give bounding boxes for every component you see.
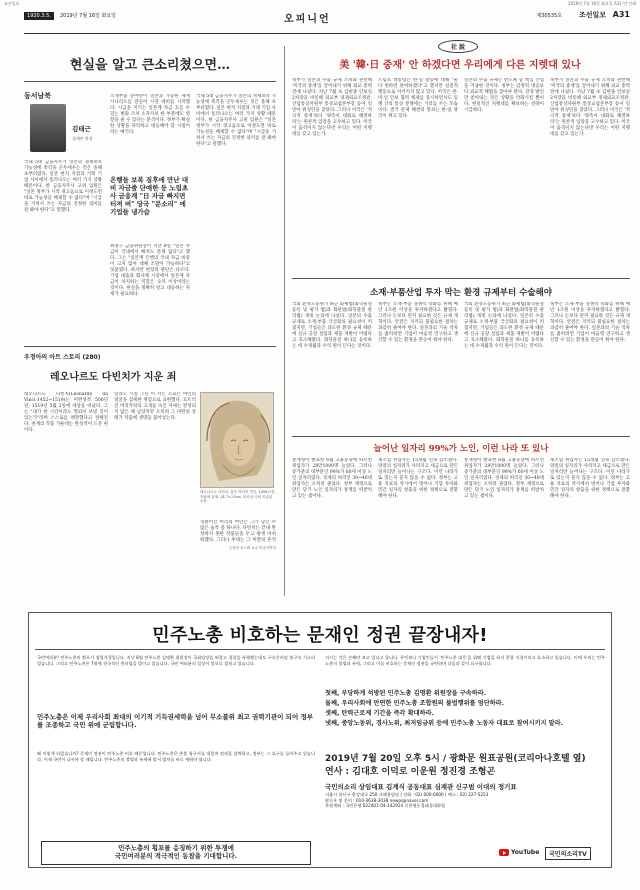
- top-meta-left: 조선일보: [4, 1, 20, 6]
- culture-section-name: 우정아의 아트 스토리: [24, 354, 81, 361]
- rally-date-place: 2019년 7월 20일 오후 5시 / 광화문 원표공원(코리아나호텔 옆): [325, 754, 586, 764]
- advertisement: [28, 612, 612, 868]
- editorial-title-3: 늘어난 일자리 99%가 노인, 이런 나라 또 있나: [373, 444, 549, 454]
- column-headline: 현실을 알고 큰소리쳤으면…: [69, 58, 231, 73]
- divider: [292, 436, 630, 437]
- painting-caption: 레오나르도 다빈치, 흩은 머리의 여인, 1498년경, 목판에 유채, 24.7×21cm, 파르마 국립 미술관 소장.: [200, 490, 276, 503]
- editorial-1-body-d: 정부가 일본과 수출 규제 조치와 관련해 '미국의 중재'를 끌어내기 위해 외교 총력전에 나섰다. 지난 7월 초 김현종 안보실 2차장을 비롯해 외교부 경제외교조정관, 산업통상자원부 통상교섭본부장 등이 잇달아 워싱턴을 찾았다. 그러나 미국은 '적극적 중재'보다 '양측이 대화로 해결하라'는 원론적 입장을 고수하고 있다. 미국이 움직이지 않는다면 우리는 어떤 지렛대를 갖고 있는가.: [550, 78, 630, 137]
- editorial-1-body-c: 일본의 수출 규제는 반도체 등 핵심 산업을 겨냥한 것이다. 정부는 감정적 대응보다 외교적 해법을 찾아야 한다. 강경 발언만 쏟아내는 것은 상황을 악화시킬 뿐이다. 현실적인 지렛대를 확보하는 전략이 시급하다.: [464, 78, 544, 113]
- divider: [292, 278, 630, 279]
- demand-item: 첫째, 부당하게 석방된 민주노총 김명환 위원장을 구속하라.: [325, 690, 487, 697]
- column-separator: [284, 46, 285, 596]
- column-body-1: 국내 5대 금융지주가 일본의 경제보복 가능성에 촉각을 곤두세우는 것은 올해 초부터였다. 일본 현지 지점과 거래 기업 사이에서 흘러나오는 여러 가지 상황 때문이다. 한 금융지주사 고위 임원은 "일본 정부가 시작 경고음으로 이정도면 바로 가능성을 배제할 수 없다"며 "시급을 거쳐서 쓰는 자금의 진정한 의미를 잘 봐야 한다"고 말했다.: [24, 160, 102, 213]
- culture-body-2: 밀라노 시절 그린 이 작은 소묘는 여인의 얼굴을 섬세한 명암으로 표현했다. 흐트러진 머리카락과 고개를 숙인 자세는 완성되지 않은 채 남았지만 오히려 그 미완의 상태가 작품에 생명을 불어넣는다.: [114, 392, 196, 421]
- founding-date-badge: 1920.3.5.: [24, 12, 54, 20]
- leonardo-drawing-image: [200, 392, 274, 488]
- newspaper-name: 조선일보: [578, 10, 606, 19]
- rally-speakers: 연사 : 김대호 이덕로 이운원 정진경 조형곤: [325, 767, 496, 777]
- ad-title: 민주노총 비호하는 문재인 정권 끝장내자!: [152, 625, 488, 646]
- support-line-1: 민주노총의 횡포를 응징하기 위한 투쟁에: [118, 844, 234, 852]
- ad-right-intro: 지키는 것은 손해만 보고 있다고 합니다. 무엇보다 기업인들이 '민주노총 대응'을 위해 기업을 하지 못할 지경이라고 호소하고 있습니다. 이에 우리는 민주노총의 불법과 폭력, 그리고 이를 비호하는 문재인 정권을 규탄하며 다음과 같이 요구합니다.: [325, 655, 605, 666]
- ad-left-body: 왜 이렇게 되었습니까? 문재인 정권이 민주노총 비호 때문입니다. 민주노총은 촛불 청구서를 내밀며 정권을 압박하고, 정부는 그 요구를 들어주고 있습니다. 이제 국민이 나서야 할 때입니다. 민주노총의 불법과 폭력에 맞서 법치를 바로 세워야 합니다.: [37, 751, 315, 762]
- ad-footer: [325, 783, 607, 809]
- painting-illustration: [201, 393, 274, 488]
- ad-left-intro: 국민여러분! 민주노총의 횡포가 점입가경입니다. 지난 8월 민주노총 김명환 위원장이 국회담장을 허물고 경찰을 폭행했는데도 구속은커녕 불구속 기소되었습니다. 그리고 민주노총은 7월에 전국적인 총파업을 벌이고 있습니다. 국민 여러분의 일상이 볼모로 잡히고 있습니다.: [37, 655, 315, 666]
- youtube-badge[interactable]: [499, 849, 539, 856]
- editorial-2-body-d: 정부는 소재·부품 경쟁력 강화를 위해 매년 1조원 이상을 투자하겠다고 밝혔다. 그러나 돈보다 먼저 필요한 것은 규제 개혁이다. 안전은 지키되 불필요한 절차는 과감히 줄여야 한다. 일본과의 기술 격차를 좁히려면 기업이 마음껏 연구하고 생산할 수 있는 환경을 만들어 줘야 한다.: [550, 302, 630, 343]
- ad-rally-info: [325, 753, 607, 779]
- demand-item: 셋째, 탄력근로제 기간을 즉각 확대하라.: [325, 710, 434, 717]
- top-meta: [0, 0, 640, 8]
- ad-left-callout: 민주노총은 이제 우리사회 최대의 이기적 기득권세력을 넘어 무소불위 최고 권력기관이 되어 정부를 조종하고 국민 위에 군림합니다.: [37, 713, 314, 729]
- footer-account: 후원계좌 : 국민은행 022401-04-142914 신한영동경태경대위원: [325, 803, 445, 808]
- author-photo: [30, 104, 66, 152]
- page-number: A31: [612, 10, 630, 19]
- column-body-3a: 최종구 금융위원장이 지난 8일 "일본 자금이 국내에서 빠져도 문제 없다"고 했다. 그는 "일본계 은행의 국내 자금 비중이 크지 않아 대체 조달이 가능하다"고 덧붙였다. 하지만 현장의 판단은 다르다. 기업 대출과 회사채 시장에서 일본계 자금이 차지하는 역할은 숫자 이상이라는 것이다. 현실을 정확히 알고 대응하는 자세가 필요하다.: [110, 244, 190, 297]
- top-meta-right: 2019년 7월 16일 화요일 A31 면 인쇄: [567, 1, 636, 6]
- editorial-title-2: 소재·부품산업 투자 막는 환경 규제부터 수술해야: [370, 288, 552, 298]
- footer-org-line: [325, 783, 607, 792]
- author-title: 경제부 차장: [72, 136, 93, 141]
- youtube-label: YouTube: [511, 849, 540, 856]
- culture-body-3: 헝클어진 머리의 여인은 그가 남긴 수많은 습작 중 하나다. 다빈치는 끝내 완성하지 못한 작품들을 두고 평생 아쉬워했다. 그러나 후대는 그 미완의 흔적: [200, 520, 276, 542]
- editorial-3-body-a: 통계청이 발표한 6월 고용동향에 따르면 취업자가 28만1000명 늘었다. 그러나 증가분의 대부분인 99%가 60세 이상 노인 일자리였다. 경제의 허리인 30~40대 취업자는 오히려 줄었다. 정부 재정으로 만든 단기 노인 일자리가 통계를 떠받치고 있는 셈이다.: [292, 458, 372, 499]
- section-title: 오피니언: [284, 14, 331, 25]
- footer-contact: 팔로우 및 문의 : 010-3638-3038 newpi@naver.com: [325, 797, 429, 803]
- editorial-tag: 社 說: [438, 40, 478, 53]
- editorial-2-body-a: 국회 환경노동위가 최근 화평법(화학물질 등록 및 평가 법)과 화관법(화학물질 관리법) 개정 논의에 나섰다. 일본의 수출 규제로 소재·부품 국산화의 필요성이 커졌지만, 기업들은 과도한 환경 규제 때문에 신규 공장 설립과 제품 개발이 어렵다고 호소해왔다. 화학물질 하나를 등록하는 데 수개월과 수억 원이 든다는 것이다.: [292, 302, 372, 349]
- edition-number: 제30535호: [536, 13, 562, 19]
- divider: [24, 81, 276, 82]
- footer-org: 국민의소리: [325, 783, 357, 791]
- culture-body-1: 레오나르도 다빈치(Leonardo da Vinci·1452~1519)는 미완성작 500년 전, 1519년 5월 2일에 세상을 떠났다. 그는 "내가 한 시간이라도 헛되이 보낸 것이 있는가"라며 스스로를 책망했다고 전해진다. 천재의 작품 가운데는 완성작이 드문 편이다.: [24, 392, 108, 433]
- support-line-2: 국민여러분의 적극적인 동참을 기대합니다.: [114, 852, 238, 860]
- editorial-3-body-d: 제조업 취업자는 15개월 연속 감소했다. 양질의 일자리가 사라지고 세금으로 만든 일자리만 늘어나는 구조다. 이런 나라가 또 있는지 묻지 않을 수 없다. 정부는 고용 지표의 착시에서 벗어나 기업 투자와 민간 일자리 창출을 위한 정책으로 전환해야 한다.: [550, 458, 630, 499]
- editorial-3-body-b: 제조업 취업자는 15개월 연속 감소했다. 양질의 일자리가 사라지고 세금으로 만든 일자리만 늘어나는 구조다. 이런 나라가 또 있는지 묻지 않을 수 없다. 정부는 고용 지표의 착시에서 벗어나 기업 투자와 민간 일자리 창출을 위한 정책으로 전환해야 한다.: [378, 458, 458, 499]
- ad-divider: [35, 649, 605, 650]
- culture-section-label: [24, 352, 100, 361]
- culture-title: 레오나르도 다빈치가 지운 죄: [50, 372, 177, 383]
- footer-address: 서울시 용산구 한강대로 250 크레용빌딩 | 전화 : 02) 000-0000 | 팩스 : 02) 227-5253: [325, 792, 489, 797]
- ad-demands-list: [325, 689, 607, 729]
- column-name: 동서남북: [24, 92, 52, 100]
- column-body-3b: 국내 5대 금융지주가 일본의 경제보복 가능성에 촉각을 곤두세우는 것은 올해 초부터였다. 일본 현지 지점과 거래 기업 사이에서 흘러나오는 여러 가지 상황 때문이다. 한 금융지주사 고위 임원은 "일본 정부가 시작 경고음으로 이정도면 바로 가능성을 배제할 수 없다"며 "시급을 거쳐서 쓰는 자금의 진정한 의미를 잘 봐야 한다"고 말했다.: [196, 94, 276, 147]
- editorial-1-body-a: 정부가 일본과 수출 규제 조치와 관련해 '미국의 중재'를 끌어내기 위해 외교 총력전에 나섰다. 지난 7월 초 김현종 안보실 2차장을 비롯해 외교부 경제외교조정관, 산업통상자원부 통상교섭본부장 등이 잇달아 워싱턴을 찾았다. 그러나 미국은 '적극적 중재'보다 '양측이 대화로 해결하라'는 원론적 입장을 고수하고 있다. 미국이 움직이지 않는다면 우리는 어떤 지렛대를 갖고 있는가.: [292, 78, 372, 137]
- culture-issue-number: (280): [82, 354, 101, 361]
- channel-logo: 국민의소리TV: [545, 847, 591, 860]
- demand-item: 둘째, 우리사회에 만연한 민주노총 조합원의 불법행위를 엄단하라.: [325, 700, 505, 707]
- publication-date: 2019년 7월 16일 화요일: [60, 13, 117, 19]
- column-body-2: 소재부품 분야만이 일본과 가능한 제재 시나리오를 만들어 시연 대비를 시작했다. 시금을 지키는 일본계 자금 흐름 수 있는 변화 조차 소자자보 한 부분에도 영향을 줄 수 있다는 분석이다. 정부가 확실한 상황을 파악하고 대응해야 할 시점이라는 얘기다.: [110, 94, 190, 135]
- editorial-3-body-c: 통계청이 발표한 6월 고용동향에 따르면 취업자가 28만1000명 늘었다. 그러나 증가분의 대부분인 99%가 60세 이상 노인 일자리였다. 경제의 허리인 30~40대 취업자는 오히려 줄었다. 정부 재정으로 만든 단기 노인 일자리가 통계를 떠받치고 있는 셈이다.: [464, 458, 544, 499]
- ad-support-box: [41, 841, 311, 865]
- column-subhead: 은행들 보복 징후에 만난 대비 자금줄 단예한 등 노림초사 금융계 "日 자금 빠지면 터져 버" 당국 "문소리" 에 기업들 냉가슴: [110, 176, 189, 216]
- culture-author-credit: 우정아 포스텍 교수·미술사학자: [228, 546, 276, 550]
- editorial-title-1: 美 '韓·日 중재' 안 하겠다면 우리에게 다른 지렛대 있나: [339, 60, 581, 71]
- editorial-1-body-b: 트럼프 대통령은 한·일 갈등에 대해 "둘 다 원하면 관여하겠다"고 했지만 실질적 행동으로 이어지지 않고 있다. 미국은 한·미·일 안보 협력 체제를 중시하면서도 동맹 간의 통상 분쟁에는 거리를 두는 모습이다. 결국 문제 해결의 열쇠는 한·일 양국이 쥐고 있다.: [378, 78, 458, 119]
- divider: [24, 346, 276, 347]
- editorial-2-body-c: 국회 환경노동위가 최근 화평법(화학물질 등록 및 평가 법)과 화관법(화학물질 관리법) 개정 논의에 나섰다. 일본의 수출 규제로 소재·부품 국산화의 필요성이 커졌지만, 기업들은 과도한 환경 규제 때문에 신규 공장 설립과 제품 개발이 어렵다고 호소해왔다. 화학물질 하나를 등록하는 데 수개월과 수억 원이 든다는 것이다.: [464, 302, 544, 349]
- author-name: 김태근: [72, 125, 91, 133]
- demand-item: 넷째, 중앙노동위, 경사노위, 최저임금위 등에 민주노총 노동자 대표로 참여시키지 말라.: [325, 720, 563, 727]
- footer-leaders: 상임대표 김계식 공동대표 심재관 신구범 이대의 정기표: [358, 783, 517, 791]
- youtube-icon: [499, 849, 509, 856]
- page-header: [24, 10, 630, 34]
- editorial-2-body-b: 정부는 소재·부품 경쟁력 강화를 위해 매년 1조원 이상을 투자하겠다고 밝혔다. 그러나 돈보다 먼저 필요한 것은 규제 개혁이다. 안전은 지키되 불필요한 절차는 과감히 줄여야 한다. 일본과의 기술 격차를 좁히려면 기업이 마음껏 연구하고 생산할 수 있는 환경을 만들어 줘야 한다.: [378, 302, 458, 343]
